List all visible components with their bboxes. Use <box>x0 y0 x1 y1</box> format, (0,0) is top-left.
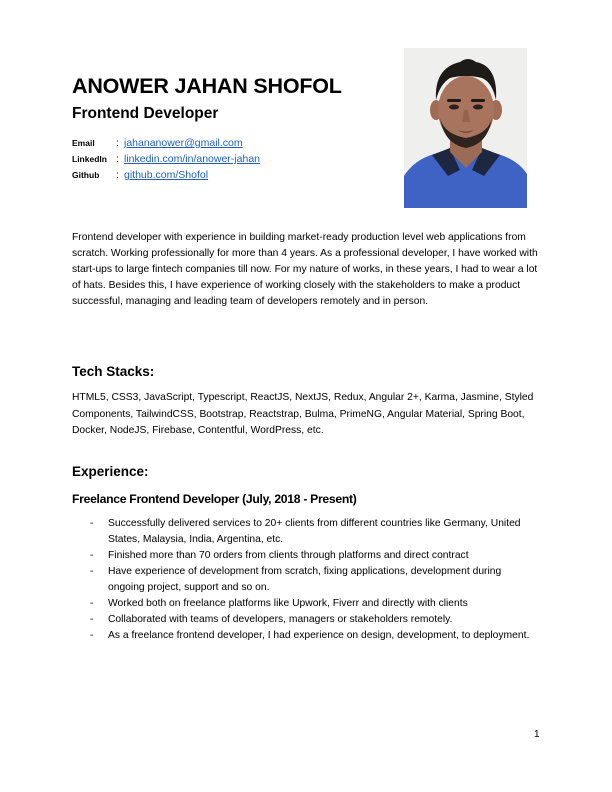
email-link[interactable]: jahananower@gmail.com <box>124 137 243 149</box>
contact-separator: : <box>116 154 119 165</box>
profile-summary: Frontend developer with experience in building market-ready production level web applications from scratch. Working professionally for more than 4 years. As a professional developer, I have worked with start-ups to large fintech companies till now. For my nature of works, in these years, I had to wear a lot of hats. Besides this, I have experience of working closely with the stakeholders to make a product successful, managing and leading team of developers remotely and in person. <box>72 232 538 307</box>
tech-stacks-list: HTML5, CSS3, JavaScript, Typescript, ReactJS, NextJS, Redux, Angular 2+, Karma, Jasmine, Styled Components, TailwindCSS, Bootstrap, Reactstrap, Bulma, PrimeNG, Angular Material, Spring Boot, Docker, NodeJS, Firebase, Contentful, WordPress, etc. <box>72 392 534 436</box>
contact-list <box>72 135 260 183</box>
bullet-text: Worked both on freelance platforms like Upwork, Fiverr and directly with clients <box>108 598 468 609</box>
bullet-text: As a freelance frontend developer, I had experience on design, development, to deployment. <box>108 630 530 641</box>
dash-bullet-icon: - <box>90 566 94 577</box>
contact-label: LinkedIn <box>72 154 107 164</box>
contact-email <box>72 135 260 151</box>
contact-separator: : <box>116 170 119 181</box>
contact-separator: : <box>116 138 119 149</box>
contact-linkedin <box>72 151 260 167</box>
page-number: 1 <box>534 729 540 740</box>
dash-bullet-icon: - <box>90 550 94 561</box>
linkedin-link[interactable]: linkedin.com/in/anower-jahan <box>124 153 260 165</box>
github-link[interactable]: github.com/Shofol <box>124 169 209 181</box>
dash-bullet-icon: - <box>90 598 94 609</box>
list-item <box>90 612 540 628</box>
bullet-text: Have experience of development from scratch, fixing applications, development during ongoing project, support and so on. <box>108 566 502 593</box>
candidate-role: Frontend Developer <box>72 105 219 122</box>
candidate-name: ANOWER JAHAN SHOFOL <box>72 74 342 98</box>
dash-bullet-icon: - <box>90 630 94 641</box>
list-item <box>90 548 540 564</box>
bullet-text: Finished more than 70 orders from clients through platforms and direct contract <box>108 550 469 561</box>
profile-photo <box>404 48 527 208</box>
list-item <box>90 516 540 548</box>
experience-heading: Experience: <box>72 464 149 479</box>
portrait-icon <box>404 48 527 208</box>
list-item <box>90 628 540 644</box>
job-bullet-list <box>90 516 540 644</box>
bullet-text: Collaborated with teams of developers, managers or stakeholders remotely. <box>108 614 453 625</box>
list-item <box>90 596 540 612</box>
bullet-text: Successfully delivered services to 20+ clients from different countries like Germany, United States, Malaysia, India, Argentina, etc. <box>108 518 521 545</box>
dash-bullet-icon: - <box>90 614 94 625</box>
contact-label: Email <box>72 138 95 148</box>
contact-label: Github <box>72 170 100 180</box>
dash-bullet-icon: - <box>90 518 94 529</box>
contact-github <box>72 167 260 183</box>
list-item <box>90 564 540 596</box>
job-title: Freelance Frontend Developer (July, 2018 - Present) <box>72 492 357 506</box>
tech-stacks-heading: Tech Stacks: <box>72 364 155 379</box>
